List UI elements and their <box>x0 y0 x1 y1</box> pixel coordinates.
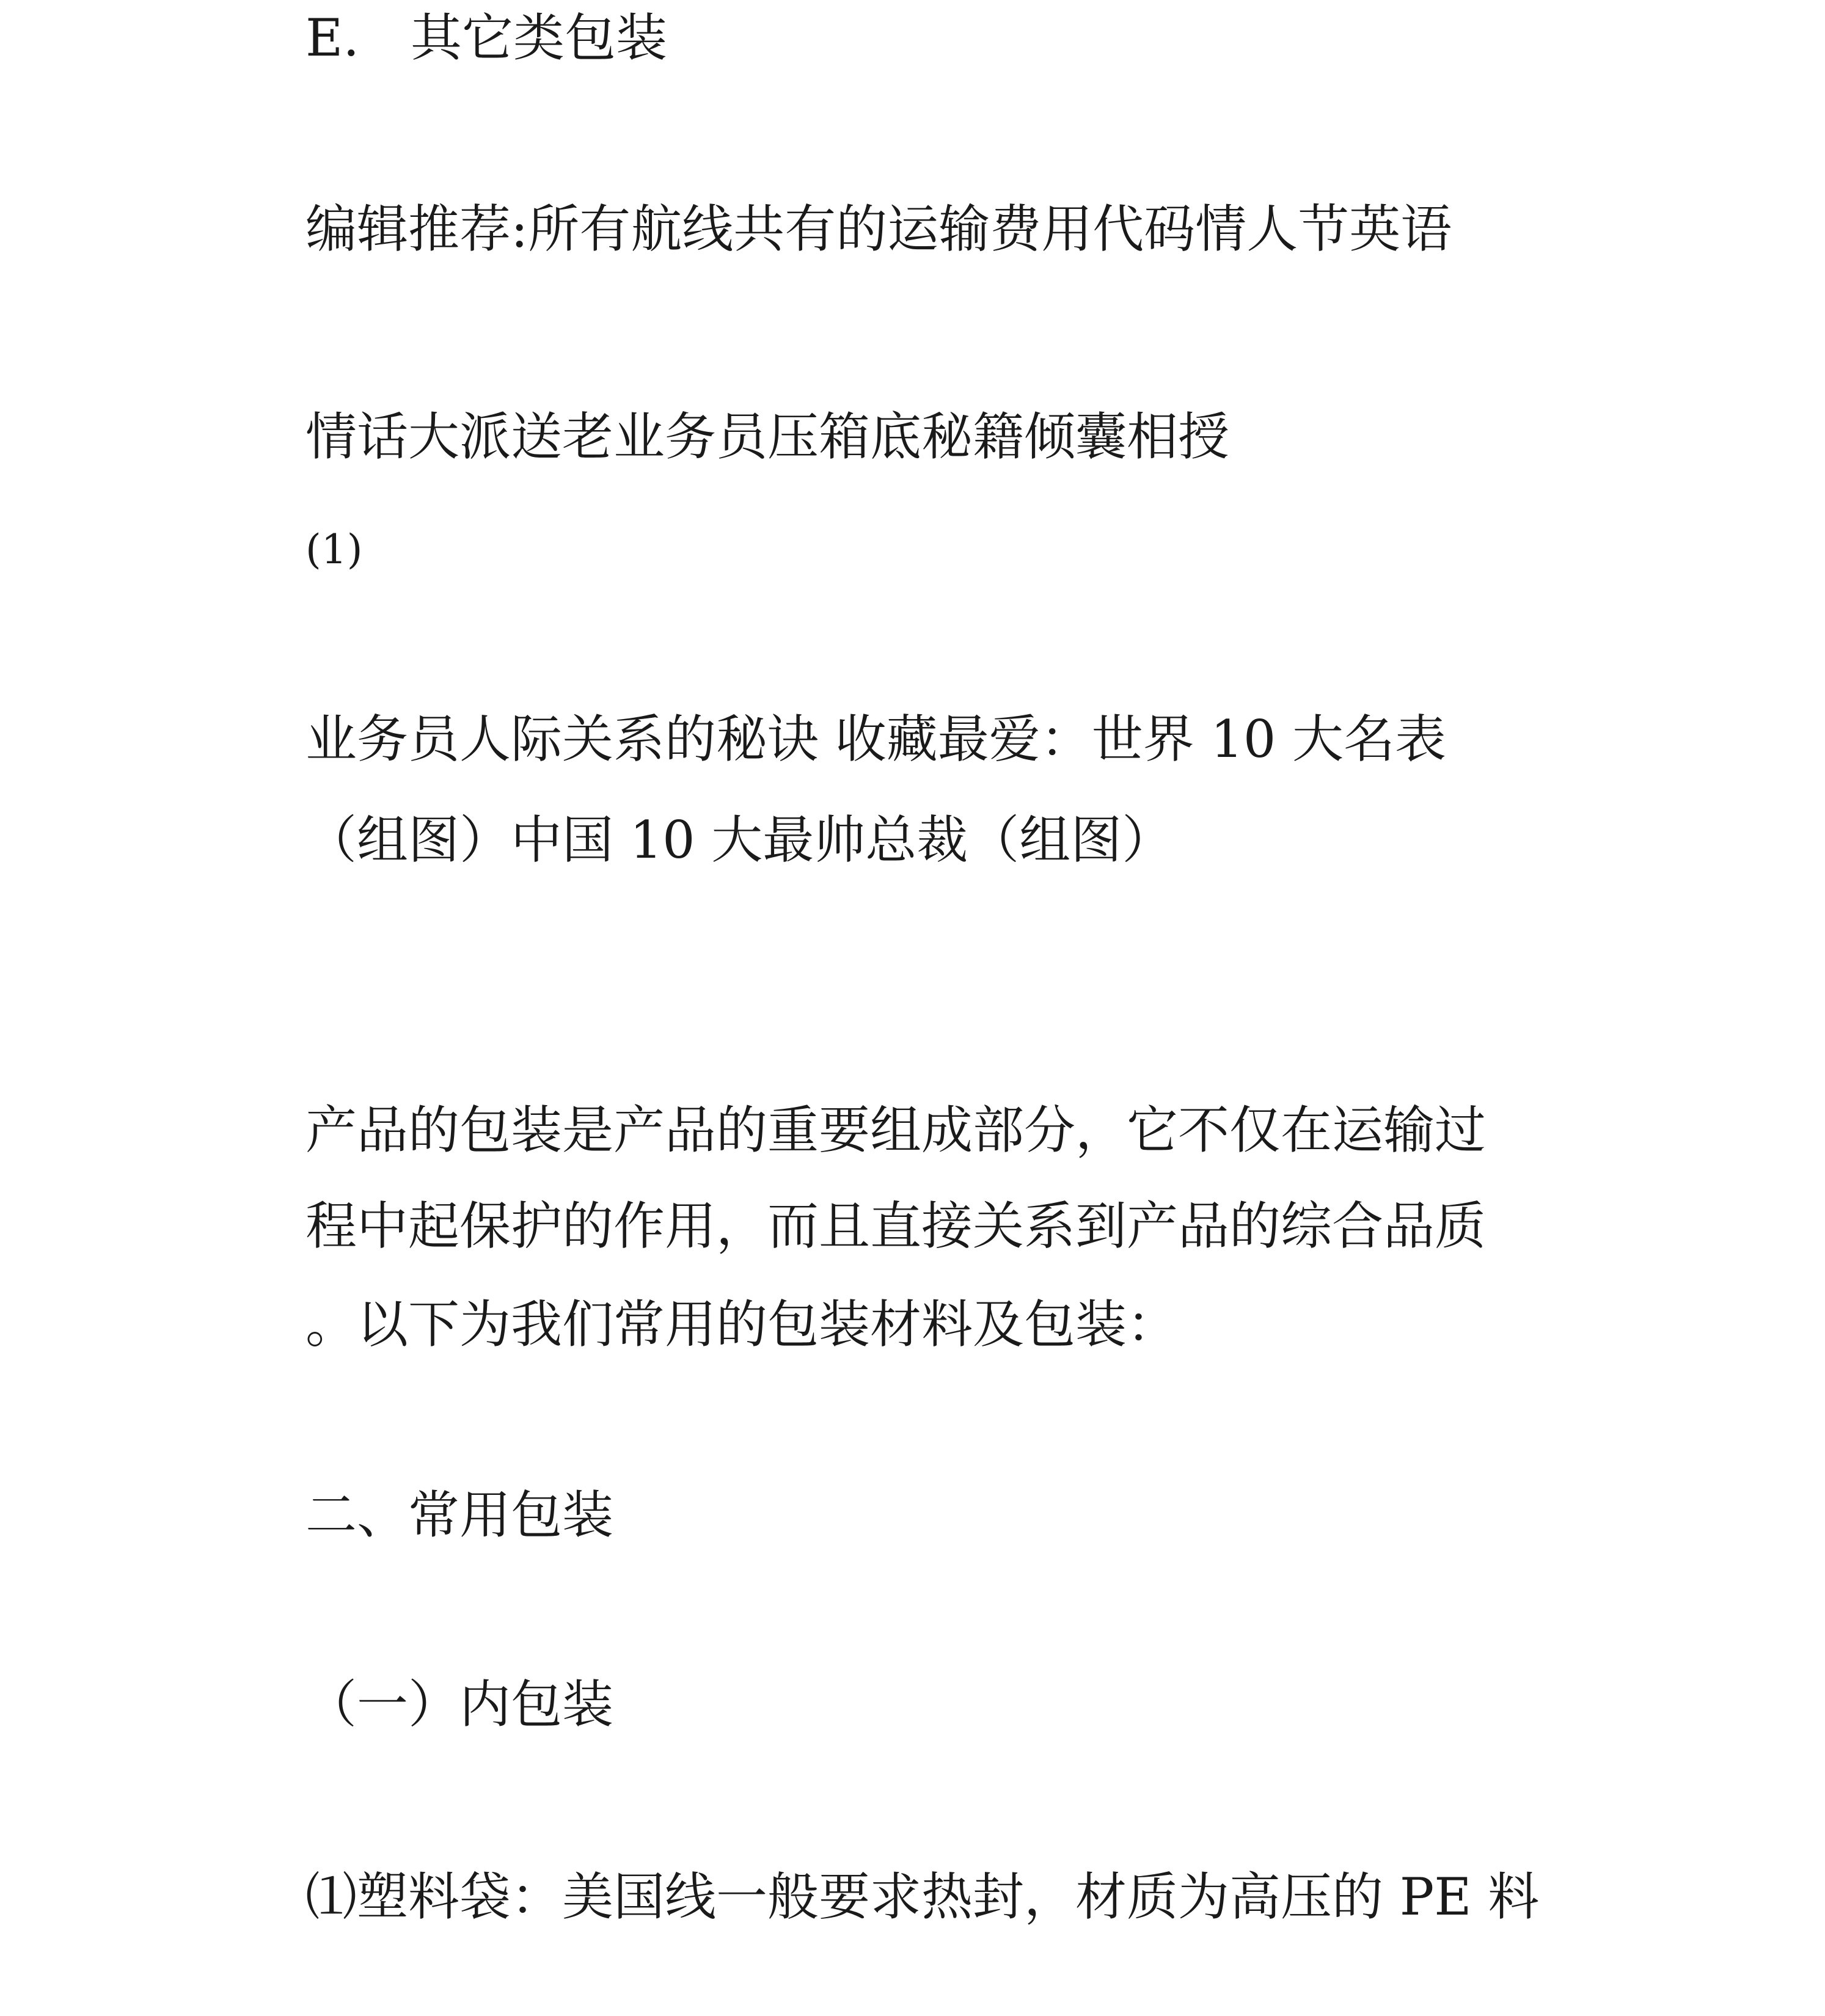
list-item-1: ⑴塑料袋：美国线一般要求热封，材质为高压的 PE 料 <box>305 1867 1540 1927</box>
subsection-heading-1: （一）内包装 <box>305 1675 614 1734</box>
intro-paragraph-line-1: 产品的包装是产品的重要组成部分，它不仅在运输过 <box>305 1100 1487 1160</box>
section-heading-2: 二、常用包装 <box>305 1485 614 1545</box>
section-heading-e: E. 其它类包装 <box>305 8 668 68</box>
editor-recommend-line: 编辑推荐:所有航线共有的运输费用代码情人节英语 <box>305 199 1452 259</box>
list-marker-1: (1) <box>305 526 363 573</box>
recommend-line-2: 情话大派送老业务员压箱底秘籍倾囊相授 <box>305 407 1230 467</box>
intro-paragraph-line-2: 程中起保护的作用，而且直接关系到产品的综合品质 <box>305 1196 1487 1256</box>
related-articles-line-1: 业务员人际关系的秘诀 收藏最爱：世界 10 大名表 <box>305 709 1446 769</box>
intro-paragraph-line-3: 。以下为我们常用的包装材料及包装： <box>305 1295 1179 1354</box>
related-articles-line-2: （组图）中国 10 大最帅总裁（组图） <box>305 810 1174 870</box>
